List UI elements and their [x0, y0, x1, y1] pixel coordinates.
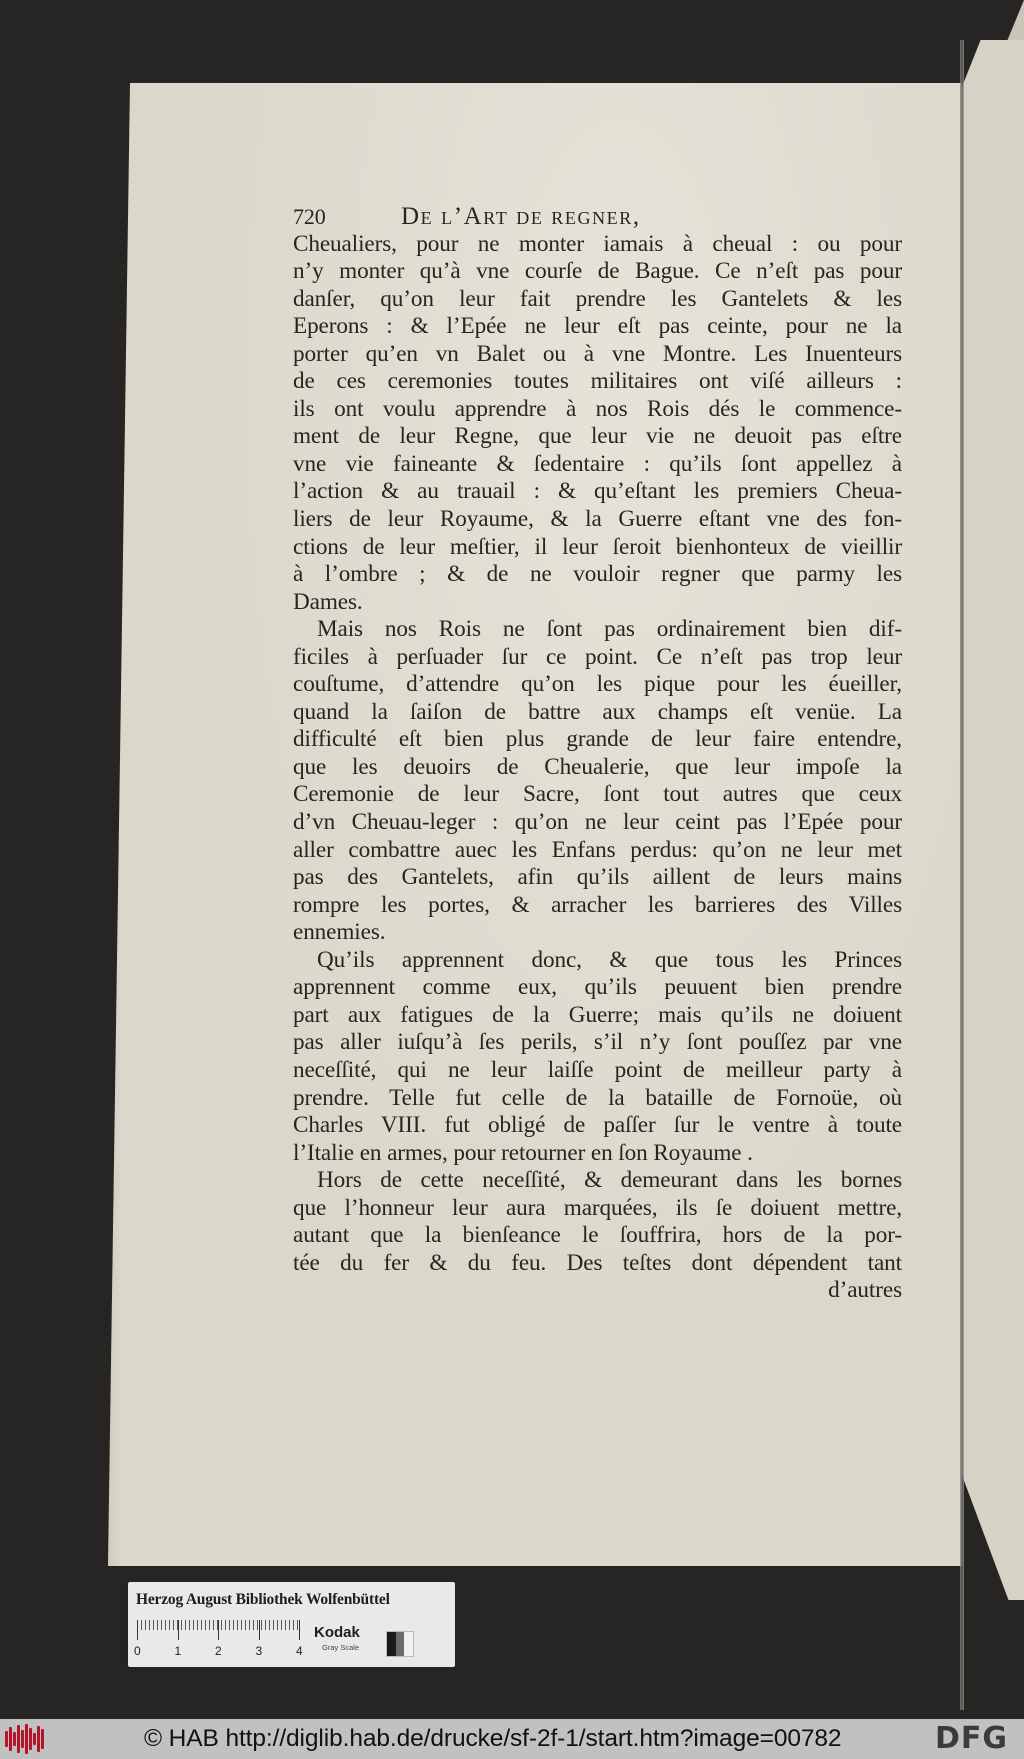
- kodak-subtitle: Gray Scale: [322, 1643, 360, 1652]
- ruler-major-tick: [218, 1620, 219, 1640]
- text-line: porter qu’en vn Balet ou à vne Montre. Les Inuenteurs: [293, 340, 902, 367]
- text-line: apprennent comme eux, qu’ils peuuent bien prendre: [293, 974, 902, 1001]
- footer-bar: [0, 1719, 1024, 1759]
- text-line: ils ont voulu apprendre à nos Rois dés le commence-: [293, 395, 902, 422]
- text-line: d’vn Cheuau-leger : qu’on ne leur ceint pas l’Epée pour: [293, 809, 902, 836]
- text-line: pas aller iuſqu’à ſes perils, s’il n’y ſont pouſſez par vne: [293, 1029, 902, 1056]
- text-line: l’Italie en armes, pour retourner en ſon Royaume .: [293, 1139, 753, 1166]
- text-line: tée du fer & du feu. Des teſtes dont dépendent tant: [293, 1249, 902, 1276]
- text-line: Charles VIII. fut obligé de paſſer ſur le ventre à toute: [293, 1112, 902, 1139]
- ruler-major-tick: [178, 1620, 179, 1640]
- page-number: 720: [293, 204, 326, 229]
- ruler-number: 4: [296, 1644, 303, 1658]
- text-line: l’action & au trauail : & qu’eſtant les premiers Cheua-: [293, 478, 902, 505]
- text-line: liers de leur Royaume, & la Guerre eſtant vne des fon-: [293, 506, 902, 533]
- book-gutter: [960, 40, 964, 1710]
- dfg-logo: DFG: [935, 1721, 1009, 1756]
- text-line: Qu’ils apprennent donc, & que tous les Princes: [317, 946, 902, 973]
- text-line: n’y monter qu’à vne courſe de Bague. Ce n’eſt pas pour: [293, 258, 902, 285]
- text-line: que l’honneur leur aura marquées, ils ſe doiuent mettre,: [293, 1194, 902, 1221]
- text-line: quand la ſaiſon de battre aux champs eſt venüe. La: [293, 698, 902, 725]
- text-line: neceſſité, qui ne leur laiſſe point de meilleur party à: [293, 1056, 902, 1083]
- text-line: que les deuoirs de Cheualerie, que leur impoſe la: [293, 753, 902, 780]
- kodak-brand: Kodak: [314, 1624, 360, 1641]
- text-line: danſer, qu’on leur fait prendre les Gantelets & les: [293, 285, 902, 312]
- running-title: De l’Art de regner,: [401, 203, 641, 230]
- text-line: Hors de cette neceſſité, & demeurant dans les bornes: [317, 1167, 902, 1194]
- text-line: ficiles à perſuader ſur ce point. Ce n’eſt pas trop leur: [293, 643, 902, 670]
- ruler-number: 0: [134, 1644, 141, 1658]
- text-line: autant que la bienſeance le ſouffrira, hors de la por-: [293, 1222, 902, 1249]
- scale-ruler: [134, 1620, 303, 1658]
- text-line: ctions de leur meſtier, il leur ſeroit bienhonteux de vieillir: [293, 533, 902, 560]
- ruler-number: 3: [255, 1644, 263, 1658]
- ruler-major-tick: [137, 1620, 138, 1640]
- ruler-number: 2: [215, 1644, 222, 1658]
- text-line: rompre les portes, & arracher les barrieres des Villes: [293, 891, 902, 918]
- running-head: [293, 203, 902, 231]
- text-line: couſtume, d’attendre qu’on les pique pour les éueiller,: [293, 671, 902, 698]
- ruler-major-tick: [259, 1620, 260, 1640]
- text-line: Cheualiers, pour ne monter iamais à cheual : ou pour: [293, 230, 902, 257]
- ruler-number: 1: [174, 1644, 182, 1658]
- library-name: Herzog August Bibliothek Wolfenbüttel: [136, 1591, 390, 1608]
- paragraphs: [293, 231, 902, 1278]
- grayscale-swatch: [386, 1631, 414, 1657]
- adjacent-page-edge: [962, 40, 1024, 1600]
- text-line: Ceremonie de leur Sacre, ſont tout autres que ceux: [293, 781, 902, 808]
- text-line: Mais nos Rois ne ſont pas ordinairement bien dif-: [317, 616, 902, 643]
- text-line: difficulté eſt bien plus grande de leur faire entendre,: [293, 726, 902, 753]
- text-line: pas des Gantelets, afin qu’ils aillent de leurs mains: [293, 864, 902, 891]
- text-line: de ces ceremonies toutes militaires ont viſé ailleurs :: [293, 368, 902, 395]
- text-line: Eperons : & l’Epée ne leur eſt pas ceinte, pour ne la: [293, 313, 902, 340]
- ruler-major-tick: [299, 1620, 300, 1640]
- copyright-url[interactable]: © HAB http://diglib.hab.de/drucke/sf-2f-1/start.htm?image=00782: [144, 1725, 842, 1752]
- text-line: aller combattre auec les Enfans perdus: qu’on ne leur met: [293, 836, 902, 863]
- catchword: d’autres: [828, 1277, 902, 1304]
- text-line: Dames.: [293, 588, 363, 615]
- text-line: à l’ombre ; & de ne vouloir regner que parmy les: [293, 561, 902, 588]
- text-line: prendre. Telle fut celle de la bataille de Fornoüe, où: [293, 1084, 902, 1111]
- text-line: part aux fatigues de la Guerre; mais qu’ils ne doiuent: [293, 1001, 902, 1028]
- text-line: ment de leur Regne, que leur vie ne deuoit pas eſtre: [293, 423, 902, 450]
- page-text: [293, 203, 902, 1305]
- text-line: vne vie faineante & ſedentaire : qu’ils ſont appellez à: [293, 450, 902, 477]
- library-label: [128, 1582, 455, 1667]
- text-line: ennemies.: [293, 919, 386, 946]
- hab-logo-icon: [5, 1724, 47, 1754]
